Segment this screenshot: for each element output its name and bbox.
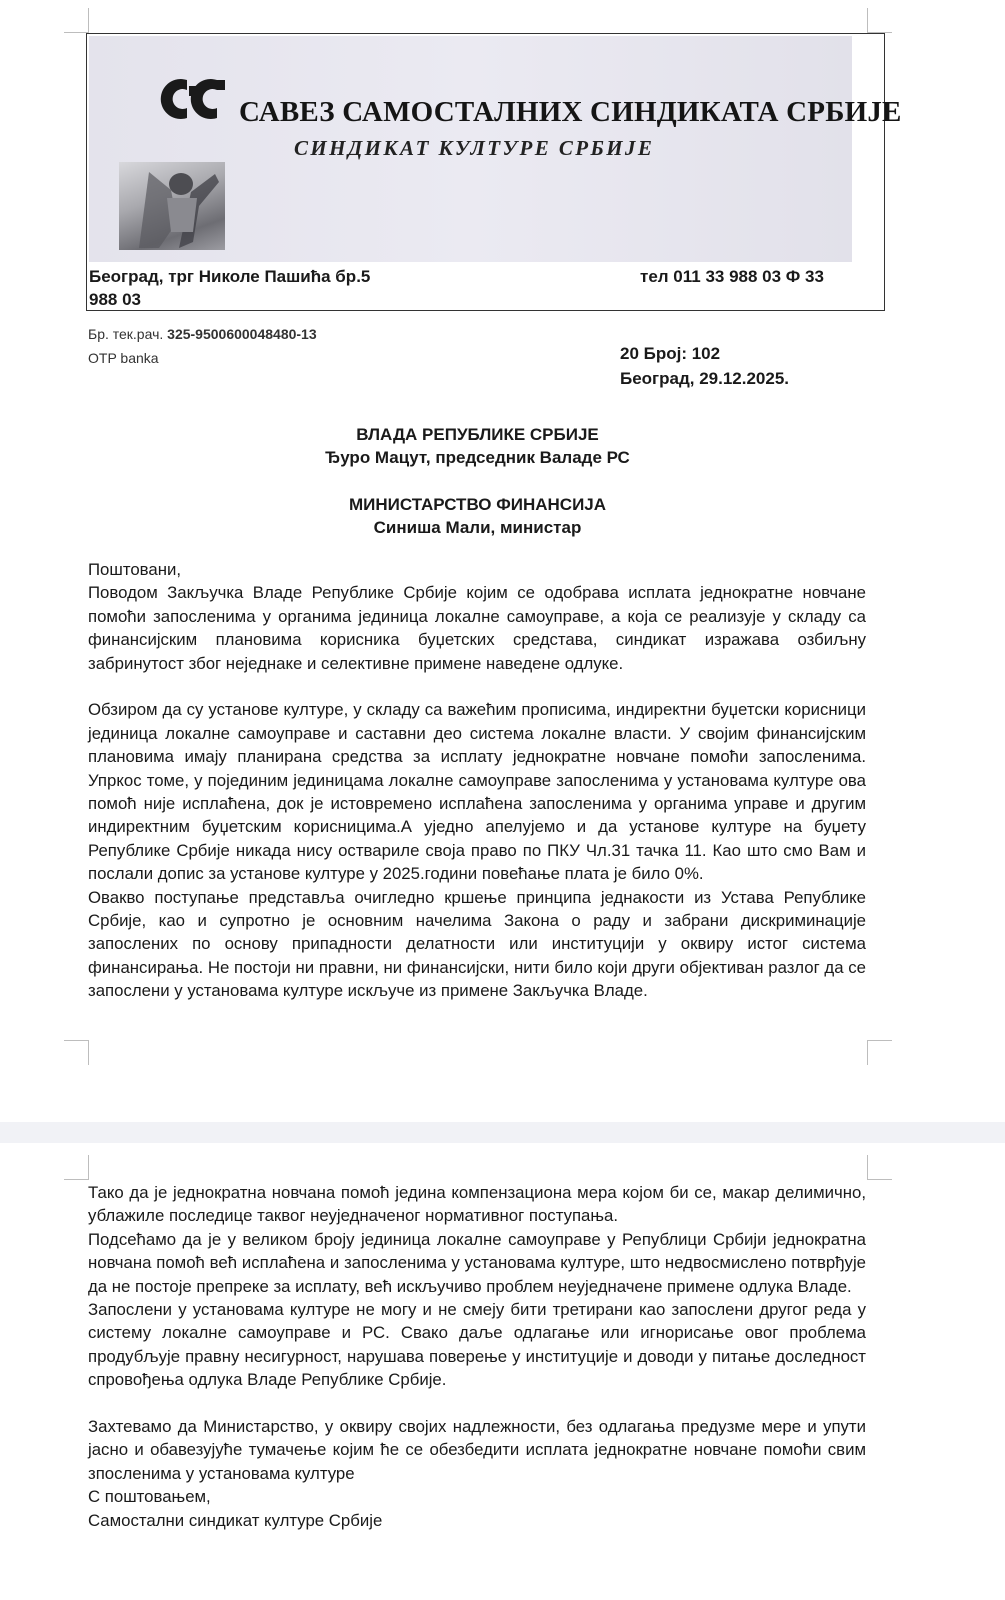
recipient-2-org: МИНИСТАРСТВО ФИНАНСИЈА — [348, 495, 607, 514]
paragraph: Овакво поступање представља очигледно кршење принципа једнакости из Устава Републике Србије, као и супротно је основним начелима Закона о раду и забрани дискриминације запослених по основу припадности делатности или институцији у оквиру истог система финансирања. Не постоји ни правни, ни финансијски, нити било који други објективан разлог да се запослени у установама културе искључе из примене Закључка Владе. — [88, 887, 866, 1001]
margin-marker — [64, 8, 89, 33]
paragraph: Захтевамо да Министарство, у оквиру својих надлежности, без одлагања предузме мере и упути јасно и обавезујуће тумачење којим ће се обезбедити исплата једнократне новчане помоћи свим зпосленима у установама културе — [88, 1417, 866, 1483]
letterhead — [86, 33, 902, 311]
signature: Самостални синдикат културе Србије — [88, 1510, 383, 1530]
margin-marker — [64, 1040, 89, 1065]
sculpture-emblem-icon — [119, 162, 225, 250]
recipient-2-person: Синиша Мали, министар — [373, 518, 582, 537]
place-date: Београд, 29.12.2025. — [620, 369, 790, 388]
paragraph: Поводом Закључка Владе Републике Србије којим се одобрава исплата једнократне новчане помоћи запосленима у органима јединица локалне самоуправе, а која се реализује у складу са финансијским плановима корисника буџетских средстава, синдикат изражава озбиљну забринутост због неједнаке и селективне примене наведене одлуке. — [88, 583, 866, 673]
paragraph: Обзиром да су установе културе, у складу са важећим прописима, индиректни буџетски корисници јединица локалне самоуправе и саставни део система локалне власти. У својим финансијским плановима имају планирана средства за исплату једнократне новчане помоћи запосленима. Упркос томе, у појединим јединицама локалне самоуправе запосленима у установама културе ова помоћ није исплаћена, док је истовремено исплаћена запосленима у органима управе и другим индиректним буџетским корисницима.А уједно апелујемо и да установе културе на буџету Републике Србије никада нису оствариле своја право по ПКУ Чл.31 тачка 11. Као што смо Вам и послали допис за установе културе у 2025.години повећање плата је било 0%. — [88, 700, 866, 884]
bank-account-label: Бр. тек.рач. — [88, 326, 168, 342]
recipient-1-org: ВЛАДА РЕПУБЛИКЕ СРБИЈЕ — [356, 425, 599, 444]
margin-marker — [867, 1155, 892, 1180]
address: Београд, трг Николе Пашића бр.5 — [89, 267, 371, 286]
phone-continued: 988 03 — [89, 290, 141, 309]
paragraph: Подсећамо да је у великом броју јединица локалне самоуправе у Републици Србији једнократна новчана помоћ већ исплаћена и запосленима у установама културе, што недвосмислено потврђује да не постоје препреке за исплату, већ искључиво проблем неуједначене примене одлука Владе. — [88, 1229, 866, 1296]
letter-body-page-1 — [88, 558, 866, 1003]
margin-marker — [64, 1155, 89, 1180]
bank-account — [88, 326, 317, 342]
letter-body-page-2 — [88, 1181, 866, 1532]
letterhead-banner — [89, 36, 902, 262]
recipient-1-person: Ђуро Мацут, председник Валаде РС — [325, 448, 630, 467]
closing: С поштовањем, — [88, 1487, 211, 1507]
margin-marker — [867, 1040, 892, 1065]
document-page-2 — [0, 1143, 1005, 1600]
salutation: Поштовани, — [88, 560, 182, 579]
bank-account-number: 325-9500600048480-13 — [167, 326, 317, 342]
bank-name: OTP banka — [88, 350, 159, 366]
margin-marker — [867, 8, 892, 33]
union-logo-icon — [159, 76, 229, 122]
paragraph: Запослени у установама културе не могу и не смеју бити третирани као запослени другог реда у систему локалне самоуправе и РС. Свако даље одлагање или игнорисање овог проблема продубљује правну несигурност, нарушава поверење у институције и доводи у питање доследност спровођења одлука Владе Републике Србије. — [88, 1300, 866, 1390]
paragraph: Тако да је једнократна новчана помоћ једина компензациона мера којом би се, макар делимично, ублажиле последице таквог неуједначеног нормативног поступања. — [88, 1183, 866, 1226]
org-title: САВЕЗ САМОСТАЛНИХ СИНДИКАТА СРБИЈЕ — [239, 96, 902, 128]
phone: тел 011 33 988 03 Ф 33 — [640, 267, 824, 286]
org-subtitle: СИНДИКАТ КУЛТУРЕ СРБИЈЕ — [294, 136, 655, 160]
reference-number: 20 Број: 102 — [620, 344, 721, 363]
